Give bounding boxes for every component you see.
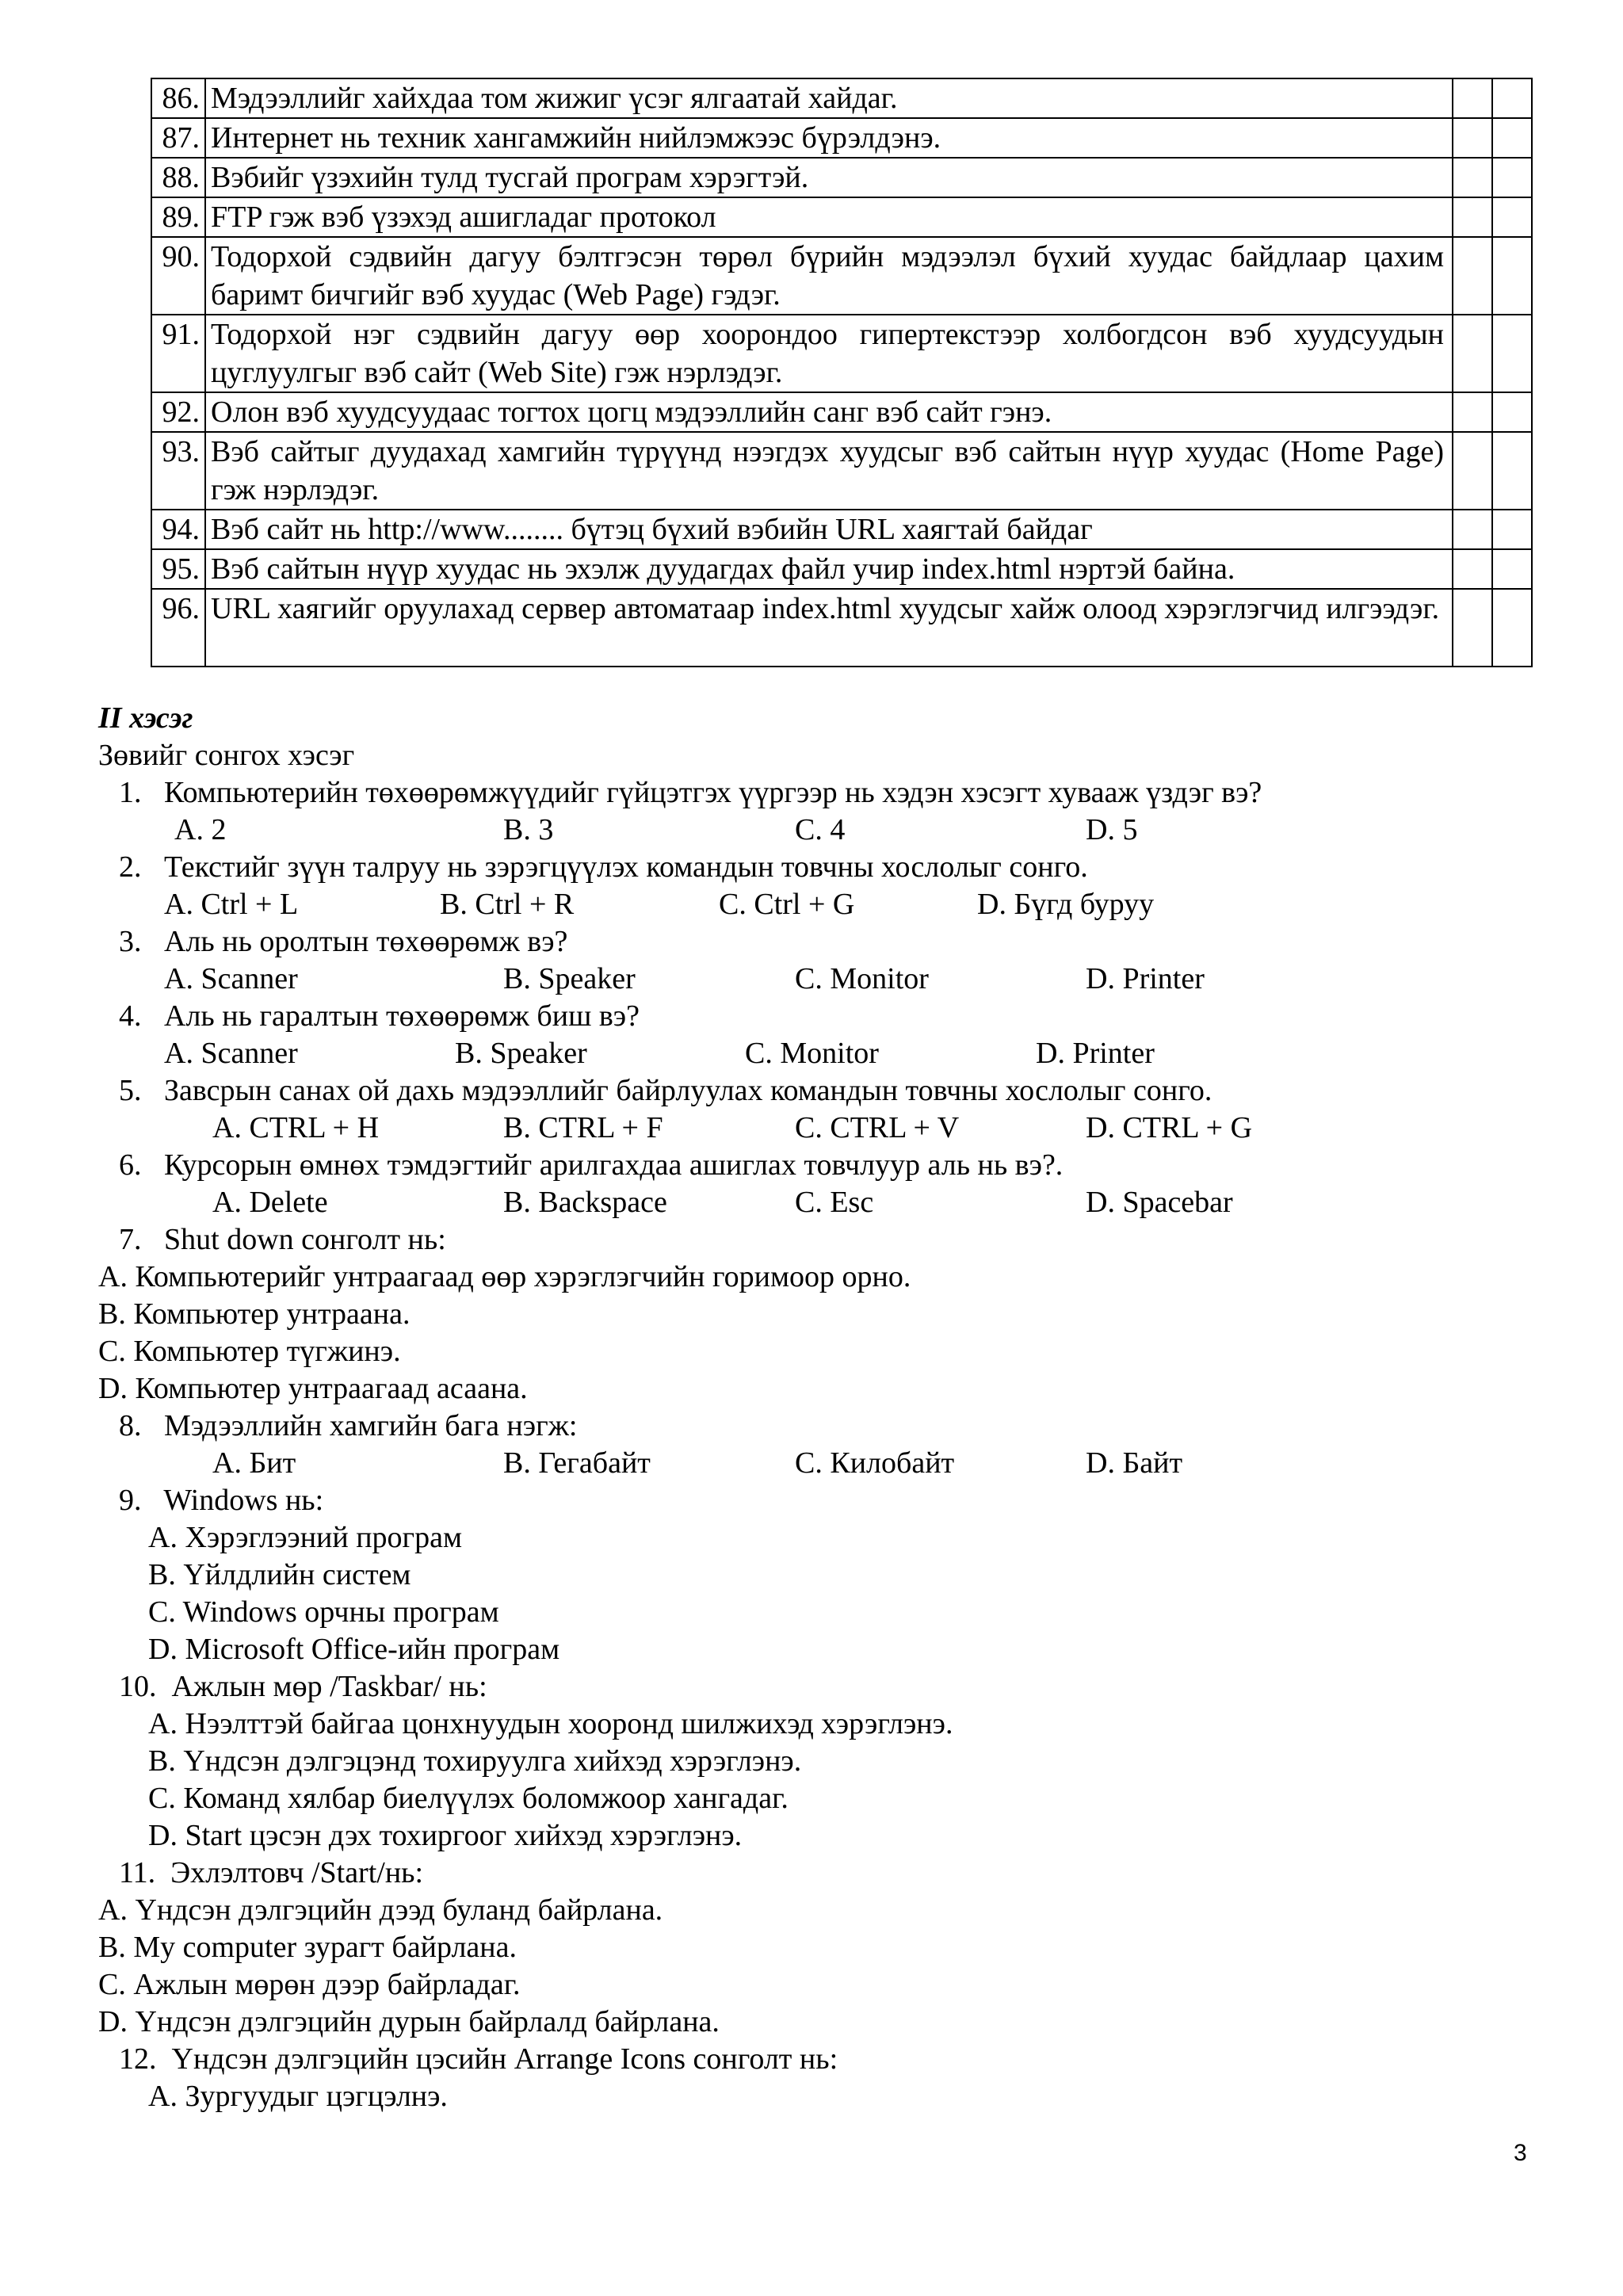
false-checkbox-cell[interactable] [1492, 549, 1532, 589]
option-b[interactable]: B. Backspace [503, 1186, 667, 1219]
table-row [151, 158, 1532, 197]
option-a[interactable]: A. Хэрэглээний програм [148, 1521, 463, 1554]
true-checkbox-cell[interactable] [1453, 549, 1492, 589]
question-10 [119, 1668, 487, 1706]
question-4 [119, 997, 640, 1035]
option-d[interactable]: D. Start цэсэн дэх тохиргоог хийхэд хэрэглэнэ. [148, 1819, 743, 1852]
option-c[interactable]: C. Monitor [745, 1037, 879, 1070]
question-5 [119, 1072, 1212, 1110]
question-3 [119, 923, 567, 961]
row-number: 93. [151, 432, 205, 510]
question-number: 7. [119, 1223, 142, 1256]
option-a[interactable]: A. Компьютерийг унтраагаад өөр хэрэглэгчийн горимоор орно. [98, 1260, 911, 1293]
question-1 [119, 774, 1262, 812]
question-text: Курсорын өмнөх тэмдэгтийг арилгахдаа ашиглах товчлуур аль нь вэ?. [164, 1148, 1064, 1182]
option-c[interactable]: C. Esc [795, 1186, 874, 1219]
option-a[interactable]: A. Үндсэн дэлгэцийн дээд буланд байрлана. [98, 1893, 663, 1927]
option-a[interactable]: A. Нээлттэй байгаа цонхнуудын хооронд шилжихэд хэрэглэнэ. [148, 1707, 953, 1740]
question-number: 6. [119, 1148, 142, 1182]
option-d[interactable]: D. Компьютер унтраагаад асаана. [98, 1372, 528, 1405]
option-d[interactable]: D. CTRL + G [1086, 1111, 1253, 1144]
question-text: Аль нь оролтын төхөөрөмж вэ? [164, 925, 568, 958]
row-statement: Вэбийг үзэхийн тулд тусгай програм хэрэгтэй. [205, 158, 1453, 197]
question-text: Ажлын мөр /Taskbar/ нь: [171, 1670, 487, 1703]
table-row [151, 432, 1532, 510]
row-number: 86. [151, 78, 205, 118]
table-row [151, 510, 1532, 549]
option-c[interactable]: C. Ажлын мөрөн дээр байрладаг. [98, 1968, 521, 2001]
true-checkbox-cell[interactable] [1453, 197, 1492, 237]
question-6 [119, 1146, 1063, 1184]
question-text: Компьютерийн төхөөрөмжүүдийг гүйцэтгэх үүргээр нь хэдэн хэсэгт хувааж үздэг вэ? [164, 776, 1262, 809]
row-statement: Тодорхой нэг сэдвийн дагуу өөр хоорондоо гипертекстээр холбогдсон вэб хуудсуудын цуглуулгыг вэб сайт (Web Site) гэж нэрлэдэг. [205, 315, 1453, 392]
option-b[interactable]: B. Үндсэн дэлгэцэнд тохируулга хийхэд хэрэглэнэ. [148, 1744, 802, 1778]
question-text: Windows нь: [163, 1484, 324, 1517]
option-d[interactable]: D. Бүгд буруу [977, 888, 1155, 921]
option-a[interactable]: A. Зургуудыг цэгцэлнэ. [148, 2080, 448, 2113]
option-a[interactable]: A. 2 [174, 813, 227, 846]
true-checkbox-cell[interactable] [1453, 315, 1492, 392]
question-number: 3. [119, 925, 142, 958]
option-a[interactable]: A. Ctrl + L [164, 888, 299, 921]
row-number: 89. [151, 197, 205, 237]
table-row [151, 392, 1532, 432]
question-text: Завсрын санах ой дахь мэдээллийг байрлуулах командын товчны хослолыг сонго. [164, 1074, 1212, 1107]
option-b[interactable]: B. Speaker [503, 962, 636, 995]
question-text: Текстийг зүүн талруу нь зэрэгцүүлэх командын товчны хослолыг сонго. [164, 850, 1088, 884]
false-checkbox-cell[interactable] [1492, 158, 1532, 197]
row-number: 95. [151, 549, 205, 589]
option-b[interactable]: B. Ctrl + R [440, 888, 575, 921]
false-checkbox-cell[interactable] [1492, 392, 1532, 432]
row-statement: FTP гэж вэб үзэхэд ашигладаг протокол [205, 197, 1453, 237]
false-checkbox-cell[interactable] [1492, 237, 1532, 315]
question-9 [119, 1481, 323, 1519]
question-7 [119, 1221, 446, 1259]
question-number: 4. [119, 999, 142, 1033]
option-b[interactable]: B. Speaker [455, 1037, 587, 1070]
row-number: 94. [151, 510, 205, 549]
true-checkbox-cell[interactable] [1453, 78, 1492, 118]
true-checkbox-cell[interactable] [1453, 158, 1492, 197]
table-row [151, 549, 1532, 589]
question-12 [119, 2040, 838, 2078]
option-c[interactable]: C. Monitor [795, 962, 929, 995]
row-statement: Вэб сайтын нүүр хуудас нь эхэлж дуудагдах файл учир index.html нэртэй байна. [205, 549, 1453, 589]
option-b[interactable]: B. My computer зурагт байрлана. [98, 1931, 517, 1964]
page-number: 3 [1514, 2140, 1527, 2166]
question-number: 9. [119, 1484, 142, 1517]
option-a[interactable]: A. Бит [212, 1446, 296, 1480]
question-number: 12. [119, 2042, 157, 2076]
option-d[interactable]: D. Microsoft Office-ийн програм [148, 1633, 560, 1666]
question-text: Shut down сонголт нь: [164, 1223, 446, 1256]
true-checkbox-cell[interactable] [1453, 589, 1492, 667]
option-c[interactable]: C. CTRL + V [795, 1111, 960, 1144]
option-a[interactable]: A. Scanner [164, 962, 298, 995]
option-b[interactable]: B. Үйлдлийн систем [148, 1558, 411, 1591]
false-checkbox-cell[interactable] [1492, 315, 1532, 392]
false-checkbox-cell[interactable] [1492, 118, 1532, 158]
option-c[interactable]: C. 4 [795, 813, 846, 846]
true-checkbox-cell[interactable] [1453, 237, 1492, 315]
false-checkbox-cell[interactable] [1492, 78, 1532, 118]
question-text: Эхлэлтовч /Start/нь: [170, 1856, 424, 1889]
row-statement: Мэдээллийг хайхдаа том жижиг үсэг ялгаатай хайдаг. [205, 78, 1453, 118]
question-number: 8. [119, 1409, 142, 1442]
row-statement: Олон вэб хуудсуудаас тогтох цогц мэдээллийн санг вэб сайт гэнэ. [205, 392, 1453, 432]
question-text: Аль нь гаралтын төхөөрөмж биш вэ? [164, 999, 640, 1033]
option-a[interactable]: A. Delete [212, 1186, 328, 1219]
row-number: 91. [151, 315, 205, 392]
option-a[interactable]: A. Scanner [164, 1037, 298, 1070]
option-d[interactable]: D. Printer [1086, 962, 1205, 995]
option-b[interactable]: B. CTRL + F [503, 1111, 663, 1144]
option-c[interactable]: C. Килобайт [795, 1446, 955, 1480]
question-number: 10. [119, 1670, 157, 1703]
option-b[interactable]: B. 3 [503, 813, 554, 846]
table-row [151, 78, 1532, 118]
true-checkbox-cell[interactable] [1453, 118, 1492, 158]
option-c[interactable]: C. Ctrl + G [719, 888, 855, 921]
question-number: 11. [119, 1856, 156, 1889]
option-d[interactable]: D. Spacebar [1086, 1186, 1233, 1219]
question-number: 2. [119, 850, 142, 884]
option-b[interactable]: B. Компьютер унтраана. [98, 1297, 411, 1331]
true-checkbox-cell[interactable] [1453, 392, 1492, 432]
table-row [151, 589, 1532, 667]
row-statement: Вэб сайтыг дуудахад хамгийн түрүүнд нээгдэх хуудсыг вэб сайтын нүүр хуудас (Home Page) гэж нэрлэдэг. [205, 432, 1453, 510]
false-checkbox-cell[interactable] [1492, 432, 1532, 510]
false-checkbox-cell[interactable] [1492, 589, 1532, 667]
question-text: Үндсэн дэлгэцийн цэсийн Arrange Icons сонголт нь: [171, 2042, 838, 2076]
false-checkbox-cell[interactable] [1492, 197, 1532, 237]
question-2 [119, 848, 1088, 886]
option-c[interactable]: C. Windows орчны програм [148, 1595, 499, 1629]
table-row [151, 315, 1532, 392]
row-statement: Тодорхой сэдвийн дагуу бэлтгэсэн төрөл бүрийн мэдээлэл бүхий хуудас байдлаар цахим баримт бичгийг вэб хуудас (Web Page) гэдэг. [205, 237, 1453, 315]
question-text: Мэдээллийн хамгийн бага нэгж: [164, 1409, 578, 1442]
table-row [151, 118, 1532, 158]
option-d[interactable]: D. Байт [1086, 1446, 1183, 1480]
option-c[interactable]: C. Компьютер түгжинэ. [98, 1335, 401, 1368]
table-row [151, 237, 1532, 315]
false-checkbox-cell[interactable] [1492, 510, 1532, 549]
row-statement: Интернет нь техник хангамжийн нийлэмжээс бүрэлдэнэ. [205, 118, 1453, 158]
row-number: 96. [151, 589, 205, 667]
option-b[interactable]: B. Гегабайт [503, 1446, 651, 1480]
table-row [151, 197, 1532, 237]
row-statement: Вэб сайт нь http://www........ бүтэц бүхий вэбийн URL хаягтай байдаг [205, 510, 1453, 549]
option-d[interactable]: D. 5 [1086, 813, 1138, 846]
option-c[interactable]: C. Команд хялбар биелүүлэх боломжоор хангадаг. [148, 1782, 789, 1815]
true-checkbox-cell[interactable] [1453, 510, 1492, 549]
row-number: 88. [151, 158, 205, 197]
true-checkbox-cell[interactable] [1453, 432, 1492, 510]
option-d[interactable]: D. Printer [1036, 1037, 1155, 1070]
row-number: 92. [151, 392, 205, 432]
section-heading: II хэсэг [98, 701, 193, 735]
question-number: 5. [119, 1074, 142, 1107]
option-d[interactable]: D. Үндсэн дэлгэцийн дурын байрлалд байрлана. [98, 2005, 720, 2038]
question-number: 1. [119, 776, 142, 809]
question-8 [119, 1407, 577, 1445]
section-subheading: Зөвийг сонгох хэсэг [98, 739, 355, 772]
row-number: 87. [151, 118, 205, 158]
row-number: 90. [151, 237, 205, 315]
true-false-table [151, 78, 1533, 667]
question-11 [119, 1854, 423, 1892]
row-statement: URL хаягийг оруулахад сервер автоматаар index.html хуудсыг хайж олоод хэрэглэгчид илгээдэг. [205, 589, 1453, 667]
option-a[interactable]: A. CTRL + H [212, 1111, 380, 1144]
